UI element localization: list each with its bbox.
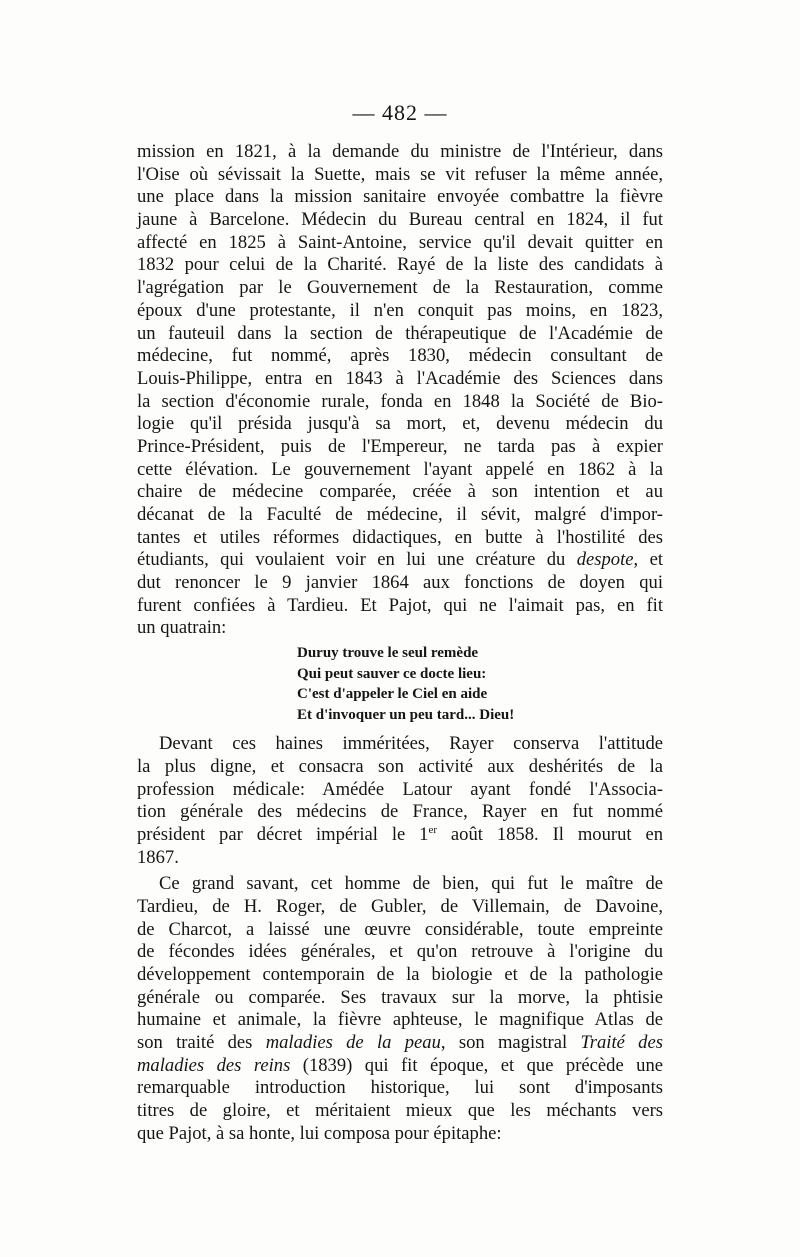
text-line: 1832 pour celui de la Charité. Rayé de la liste des candidats à [137, 254, 663, 276]
text-line: l'Oise où sévissait la Suette, mais se vit refuser la même année, [137, 163, 663, 185]
verse-line: Et d'invoquer un peu tard... Dieu! [297, 706, 515, 723]
text-line: chaire de médecine comparée, créée à son intention et au [137, 481, 663, 503]
text-line: humaine et animale, la fièvre aphteuse, le magnifique Atlas de [137, 1009, 663, 1031]
text-line: Devant ces haines imméritées, Rayer conserva l'attitude [159, 733, 663, 755]
text-line: la section d'économie rurale, fonda en 1848 la Société de Bio- [137, 390, 663, 412]
paragraph-3 [137, 873, 663, 1032]
verse-line: Qui peut sauver ce docte lieu: [297, 665, 487, 682]
text-line: la plus digne, et consacra son activité aux deshérités de la [137, 755, 663, 777]
text-line: profession médicale: Amédée Latour ayant fondé l'Associa- [137, 778, 663, 800]
verse-line: C'est d'appeler le Ciel en aide [297, 686, 488, 703]
text-line: Louis-Philippe, entra en 1843 à l'Académie des Sciences dans [137, 367, 663, 389]
text-line: maladies des reins (1839) qui fit époque, et que précède une [137, 1054, 663, 1076]
text-line: de Charcot, a laissé une œuvre considérable, toute empreinte [137, 918, 663, 940]
text-line: logie qu'il présida jusqu'à sa mort, et, devenu médecin du [137, 413, 663, 435]
text-line: étudiants, qui voulaient voir en lui une créature du despote, et [137, 549, 663, 571]
text-line: titres de gloire, et méritaient mieux que les méchants vers [137, 1100, 663, 1122]
text-line: tion générale des médecins de France, Rayer en fut nommé [137, 801, 663, 823]
text-line: Ce grand savant, cet homme de bien, qui fut le maître de [159, 873, 663, 895]
verse-line: Duruy trouve le seul remède [297, 645, 479, 662]
text-line: un quatrain: [137, 617, 227, 639]
text-line: président par décret impérial le 1er août 1858. Il mourut en [137, 823, 663, 845]
text-line: jaune à Barcelone. Médecin du Bureau central en 1824, il fut [137, 209, 663, 231]
text-line: Tardieu, de H. Roger, de Gubler, de Villemain, de Davoine, [137, 895, 663, 917]
paragraph-2 [137, 733, 663, 824]
body-text [137, 141, 663, 1146]
text-line: générale ou comparée. Ses travaux sur la morve, la phtisie [137, 986, 663, 1008]
text-line: son traité des maladies de la peau, son magistral Traité des [137, 1032, 663, 1054]
text-line: décanat de la Faculté de médecine, il sévit, malgré d'impor- [137, 504, 663, 525]
text-line: médecine, fut nommé, après 1830, médecin consultant de [137, 345, 663, 367]
text-line: remarquable introduction historique, lui sont d'imposants [137, 1077, 663, 1099]
paragraph-3-end [137, 1077, 663, 1122]
text-line: furent confiées à Tardieu. Et Pajot, qui ne l'aimait pas, en fit [137, 594, 663, 616]
quatrain [297, 643, 663, 725]
text-line: l'agrégation par le Gouvernement de la Restauration, comme [137, 277, 663, 299]
text-line: dut renoncer le 9 janvier 1864 aux fonctions de doyen qui [137, 572, 663, 594]
text-line: 1867. [137, 846, 179, 868]
text-line: un fauteuil dans la section de thérapeutique de l'Académie de [137, 322, 663, 344]
page-number: — 482 — [352, 100, 448, 125]
text-line: tantes et utiles réformes didactiques, en butte à l'hostilité des [137, 526, 663, 548]
text-line: mission en 1821, à la demande du ministre de l'Intérieur, dans [137, 141, 663, 162]
text-line: affecté en 1825 à Saint-Antoine, service qu'il devait quitter en [137, 231, 663, 253]
text-line: développement contemporain de la biologie et de la pathologie [137, 964, 663, 985]
text-line: une place dans la mission sanitaire envoyée combattre la fièvre [137, 186, 663, 208]
text-line: de fécondes idées générales, et qu'on retrouve à l'origine du [137, 941, 663, 963]
text-line: que Pajot, à sa honte, lui composa pour épitaphe: [137, 1122, 502, 1144]
paragraph-1 [137, 141, 663, 549]
text-line: cette élévation. Le gouvernement l'ayant appelé en 1862 à la [137, 458, 663, 480]
text-line: époux d'une protestante, il n'en conquit pas moins, en 1823, [137, 299, 663, 321]
text-line: Prince-Président, puis de l'Empereur, ne tarda pas à expier [137, 435, 663, 457]
